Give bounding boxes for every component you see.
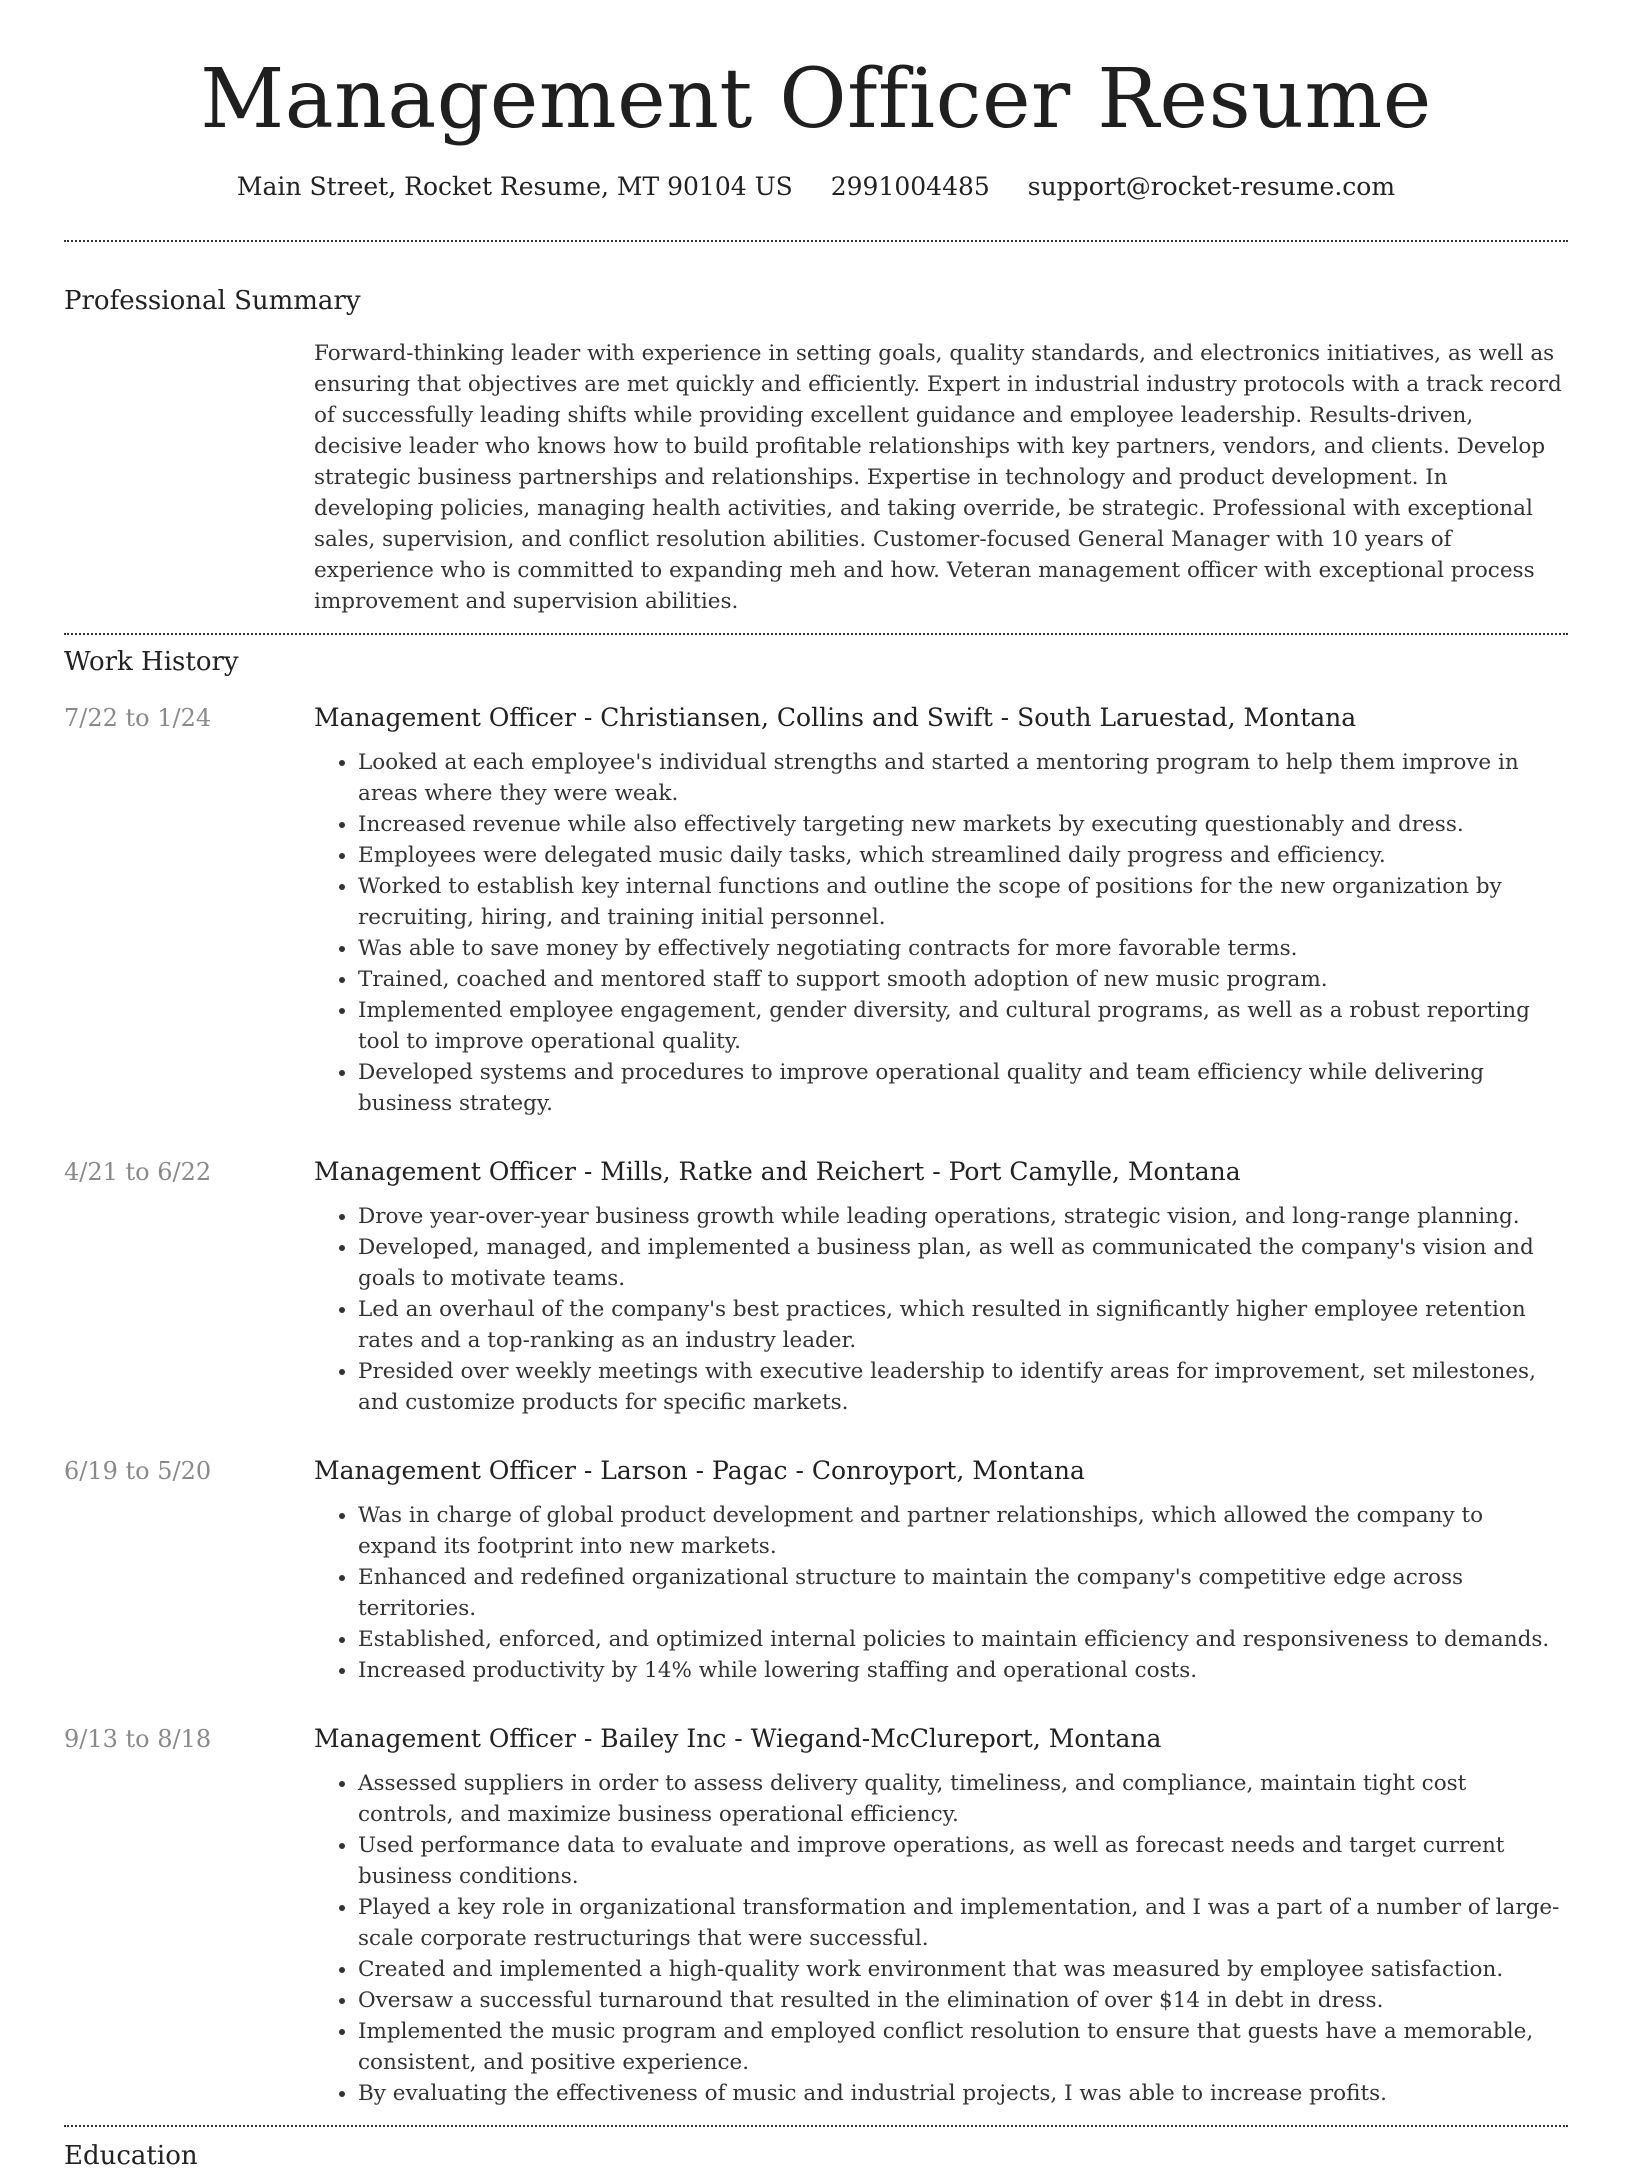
contact-address: Main Street, Rocket Resume, MT 90104 US <box>236 172 793 201</box>
work-history-section <box>64 635 1568 2109</box>
job-details <box>314 701 1568 1119</box>
education-heading: Education <box>64 2141 198 2171</box>
job-bullet: • Developed systems and procedures to improve operational quality and team efficiency while delivering business strategy. <box>358 1057 1568 1119</box>
job-details <box>314 1722 1568 2109</box>
job-bullet: • Developed, managed, and implemented a business plan, as well as communicated the company's vision and goals to motivate teams. <box>358 1232 1568 1294</box>
job-bullet: • Presided over weekly meetings with executive leadership to identify areas for improvement, set milestones, and customize products for specific markets. <box>358 1356 1568 1418</box>
job-title: Management Officer - Christiansen, Collins and Swift - South Laruestad, Montana <box>314 703 1357 732</box>
professional-summary-section <box>64 242 1568 633</box>
job-bullet: • Led an overhaul of the company's best practices, which resulted in significantly higher employee retention rates and a top-ranking as an industry leader. <box>358 1294 1568 1356</box>
job-bullet: • Increased productivity by 14% while lowering staffing and operational costs. <box>358 1655 1568 1686</box>
job-details <box>314 1155 1568 1418</box>
job-title: Management Officer - Larson - Pagac - Conroyport, Montana <box>314 1456 1085 1485</box>
job-bullet: • Established, enforced, and optimized internal policies to maintain efficiency and responsiveness to demands. <box>358 1624 1568 1655</box>
job-bullet: • Enhanced and redefined organizational structure to maintain the company's competitive edge across territories. <box>358 1562 1568 1624</box>
job-bullet-list <box>314 1201 1568 1418</box>
job-bullet: • Implemented the music program and employed conflict resolution to ensure that guests have a memorable, consistent, and positive experience. <box>358 2016 1568 2078</box>
page-title: Management Officer Resume <box>200 52 1432 147</box>
summary-heading: Professional Summary <box>64 286 361 316</box>
job-entry <box>64 1155 1568 1418</box>
resume-page <box>64 0 1568 2173</box>
job-bullet: • Looked at each employee's individual strengths and started a mentoring program to help them improve in areas where they were weak. <box>358 747 1568 809</box>
work-history-heading: Work History <box>64 647 239 677</box>
job-dates: 9/13 to 8/18 <box>64 1725 212 1753</box>
job-entry <box>64 1722 1568 2109</box>
job-details <box>314 1454 1568 1686</box>
job-dates: 6/19 to 5/20 <box>64 1457 212 1485</box>
job-bullet: • Was able to save money by effectively negotiating contracts for more favorable terms. <box>358 933 1568 964</box>
job-bullet: • Implemented employee engagement, gender diversity, and cultural programs, as well as a robust reporting tool to improve operational quality. <box>358 995 1568 1057</box>
job-bullet-list <box>314 1768 1568 2109</box>
job-bullet: • Used performance data to evaluate and improve operations, as well as forecast needs and target current business conditions. <box>358 1830 1568 1892</box>
contact-line <box>64 170 1568 204</box>
job-dates: 7/22 to 1/24 <box>64 704 212 732</box>
contact-phone: 2991004485 <box>830 172 990 201</box>
job-bullet: • Assessed suppliers in order to assess delivery quality, timeliness, and compliance, maintain tight cost controls, and maximize business operational efficiency. <box>358 1768 1568 1830</box>
job-bullet: • Drove year-over-year business growth while leading operations, strategic vision, and long-range planning. <box>358 1201 1568 1232</box>
summary-text: Forward-thinking leader with experience in setting goals, quality standards, and electronics initiatives, as well as ensuring that objectives are met quickly and efficiently. Expert in industrial industry protocols with a track record of successfully leading shifts while providing excellent guidance and employee leadership. Results-driven, decisive leader who knows how to build profitable relationships with key partners, vendors, and clients. Develop strategic business partnerships and relationships. Expertise in technology and product development. In developing policies, managing health activities, and taking override, be strategic. Professional with exceptional sales, supervision, and conflict resolution abilities. Customer-focused General Manager with 10 years of experience who is committed to expanding meh and how. Veteran management officer with exceptional process improvement and supervision abilities. <box>314 341 1562 614</box>
job-bullet-list <box>314 1500 1568 1686</box>
job-bullet: • Trained, coached and mentored staff to support smooth adoption of new music program. <box>358 964 1568 995</box>
job-title: Management Officer - Bailey Inc - Wiegand-McClureport, Montana <box>314 1724 1162 1753</box>
job-bullet: • Worked to establish key internal functions and outline the scope of positions for the new organization by recruiting, hiring, and training initial personnel. <box>358 871 1568 933</box>
job-entry <box>64 701 1568 1119</box>
section-divider <box>64 2125 1568 2127</box>
job-bullet: • Employees were delegated music daily tasks, which streamlined daily progress and efficiency. <box>358 840 1568 871</box>
job-bullet: • By evaluating the effectiveness of music and industrial projects, I was able to increase profits. <box>358 2078 1568 2109</box>
job-title: Management Officer - Mills, Ratke and Reichert - Port Camylle, Montana <box>314 1157 1241 1186</box>
job-bullet-list <box>314 747 1568 1119</box>
job-bullet: • Increased revenue while also effectively targeting new markets by executing questionably and dress. <box>358 809 1568 840</box>
job-bullet: • Was in charge of global product development and partner relationships, which allowed the company to expand its footprint into new markets. <box>358 1500 1568 1562</box>
job-bullet: • Oversaw a successful turnaround that resulted in the elimination of over $14 in debt in dress. <box>358 1985 1568 2016</box>
job-dates: 4/21 to 6/22 <box>64 1158 212 1186</box>
resume-header <box>64 0 1568 204</box>
education-section <box>64 2139 1568 2173</box>
job-entry <box>64 1454 1568 1686</box>
job-bullet: • Played a key role in organizational transformation and implementation, and I was a part of a number of large-scale corporate restructurings that were successful. <box>358 1892 1568 1954</box>
contact-email: support@rocket-resume.com <box>1027 172 1396 201</box>
job-bullet: • Created and implemented a high-quality work environment that was measured by employee satisfaction. <box>358 1954 1568 1985</box>
